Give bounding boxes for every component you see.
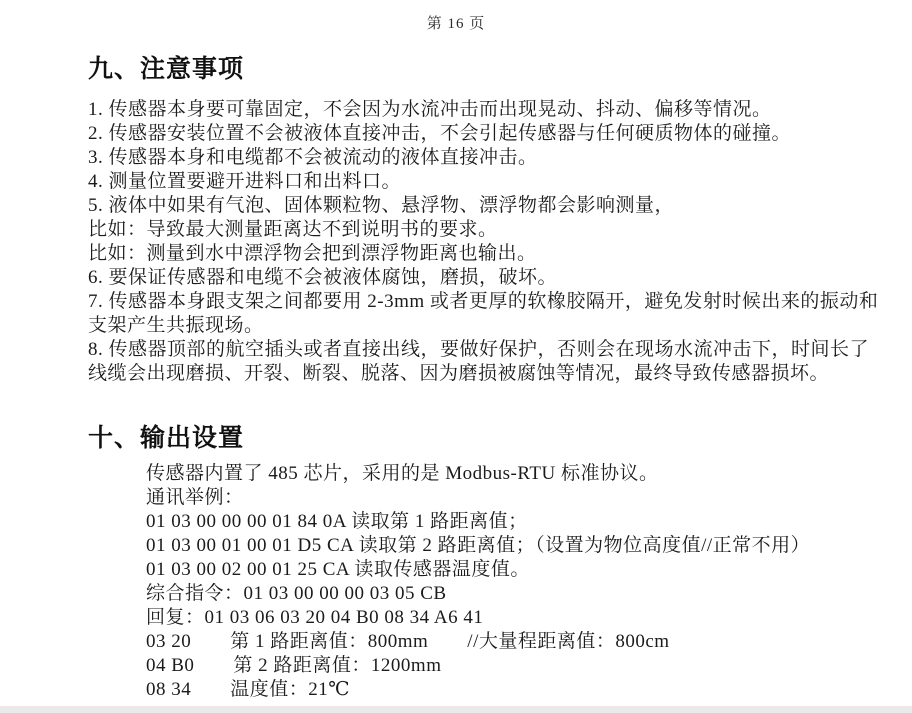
section-10-heading: 十、输出设置 [88,425,245,452]
section-9-heading: 九、注意事项 [88,56,245,83]
text-line: 08 34 温度值：21℃ [146,679,351,700]
text-line: 支架产生共振现场。 [88,315,264,336]
text-line: 7. 传感器本身跟支架之间都要用 2-3mm 或者更厚的软橡胶隔开，避免发射时候出来的振动和 [88,291,879,312]
text-line: 1. 传感器本身要可靠固定，不会因为水流冲击而出现晃动、抖动、偏移等情况。 [88,99,772,120]
text-line: 3. 传感器本身和电缆都不会被流动的液体直接冲击。 [88,147,538,168]
text-line: 传感器内置了 485 芯片，采用的是 Modbus-RTU 标准协议。 [146,463,659,484]
page-content [0,49,912,702]
text-line: 通讯举例： [146,487,244,508]
page-bottom-edge [0,706,912,713]
page-number: 第 16 页 [426,16,486,32]
text-line: 6. 要保证传感器和电缆不会被液体腐蚀，磨损，破坏。 [88,267,558,288]
text-line: 01 03 00 01 00 01 D5 CA 读取第 2 路距离值；（设置为物位高度值//正常不用） [146,535,811,556]
text-line: 5. 液体中如果有气泡、固体颗粒物、悬浮物、漂浮物都会影响测量， [88,195,675,216]
text-line: 回复：01 03 06 03 20 04 B0 08 34 A6 41 [146,607,484,628]
text-line: 比如：测量到水中漂浮物会把到漂浮物距离也输出。 [88,243,537,264]
text-line: 04 B0 第 2 路距离值：1200mm [146,655,442,676]
section-9-body [88,98,902,386]
text-line: 2. 传感器安装位置不会被液体直接冲击，不会引起传感器与任何硬质物体的碰撞。 [88,123,792,144]
section-10-body [146,462,902,702]
text-line: 01 03 00 00 00 01 84 0A 读取第 1 路距离值； [146,511,528,532]
text-line: 综合指令：01 03 00 00 00 03 05 CB [146,583,447,604]
text-line: 4. 测量位置要避开进料口和出料口。 [88,171,402,192]
text-line: 01 03 00 02 00 01 25 CA 读取传感器温度值。 [146,559,530,580]
document-page [0,12,912,702]
text-line: 线缆会出现磨损、开裂、断裂、脱落、因为磨损被腐蚀等情况，最终导致传感器损坏。 [88,363,830,384]
text-line: 8. 传感器顶部的航空插头或者直接出线，要做好保护，否则会在现场水流冲击下，时间长了 [88,339,870,360]
text-line: 比如：导致最大测量距离达不到说明书的要求。 [88,219,498,240]
text-line: 03 20 第 1 路距离值：800mm //大量程距离值：800cm [146,631,670,652]
